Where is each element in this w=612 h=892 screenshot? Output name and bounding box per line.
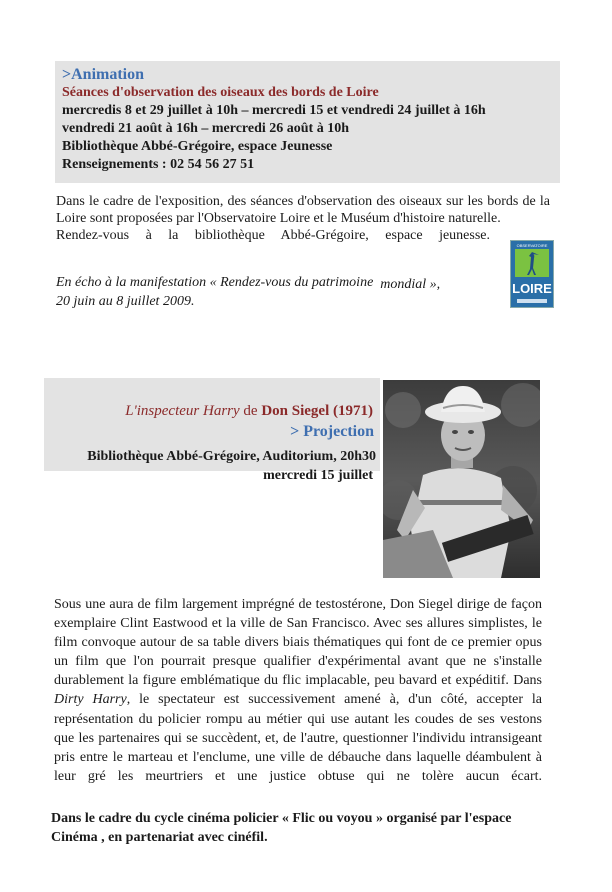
animation-box (55, 61, 560, 183)
heron-icon (515, 249, 549, 277)
animation-description-text: Dans le cadre de l'exposition, des séances d'observation des oiseaux sur les bords de la Loire sont proposées par l'Observatoire Loire et le Muséum d'histoire naturelle. (56, 194, 550, 226)
film-by: de (239, 403, 262, 419)
animation-echo (56, 273, 506, 311)
logo-strip (517, 299, 547, 303)
animation-rendezvous: Rendez-vous à la bibliothèque Abbé-Grégoire, espace jeunesse. (56, 228, 490, 243)
film-title: L'inspecteur Harry (125, 403, 240, 419)
echo-dates: 20 juin au 8 juillet 2009. (56, 294, 195, 309)
desc-film-title: Dirty Harry (54, 692, 127, 708)
projection-venue: Bibliothèque Abbé-Grégoire, Auditorium, 20h30 (87, 449, 376, 464)
echo-text-2: mondial », (380, 277, 441, 292)
observatoire-loire-logo (510, 240, 554, 308)
animation-description (56, 193, 550, 244)
schedule-line-1: mercredis 8 et 29 juillet à 10h – mercredi 15 et vendredi 24 juillet à 16h (62, 103, 486, 118)
projection-label: > Projection (290, 423, 374, 440)
echo-text-1: En écho à la manifestation « Rendez-vous du patrimoine (56, 275, 374, 290)
film-director: Don Siegel (1971) (261, 403, 373, 419)
projection-description (54, 595, 542, 786)
animation-subtitle: Séances d'observation des oiseaux des bords de Loire (62, 85, 379, 100)
venue-line: Bibliothèque Abbé-Grégoire, espace Jeunesse (62, 139, 333, 154)
projection-footer: Dans le cadre du cycle cinéma policier « Flic ou voyou » organisé par l'espace Cinéma , en partenariat avec cinéfil. (51, 811, 512, 845)
desc-part-2: , le spectateur est successivement amené à, d'un côté, accepter la représentation du policier rompu au métier qui use autant les coudes de ses vestons que les partenaires qui se succèdent, et, de l'autre, questionner l'individu intransigeant pris entre le marteau et l'enclume, une ville de débauche dans laquelle déambulent à leur gré les meurtriers et une justice obtuse qui ne tolère aucun écart. (54, 692, 543, 784)
phone-line: Renseignements : 02 54 56 27 51 (62, 157, 255, 172)
schedule-line-2: vendredi 21 août à 16h – mercredi 26 août à 10h (62, 121, 350, 136)
film-heading (60, 402, 373, 421)
desc-part-1: Sous une aura de film largement imprégné de testostérone, Don Siegel dirige de façon exemplaire Clint Eastwood et la ville de San Francisco. Avec ses allures simplistes, le film convoque autour de sa table divers biais thématiques qui font de ce premier opus un film que l'on pourrait presque qualifier d'expérimental avant que ne s'installe durablement la figure emblématique du flic implacable, peu bavard et expéditif. Dans (54, 597, 542, 689)
logo-small-text: OBSERVATOIRE (516, 243, 548, 248)
projection-date: mercredi 15 juillet (263, 468, 373, 483)
animation-title: >Animation (62, 66, 145, 83)
director-photo (383, 380, 540, 578)
logo-word: LOIRE (512, 281, 552, 296)
